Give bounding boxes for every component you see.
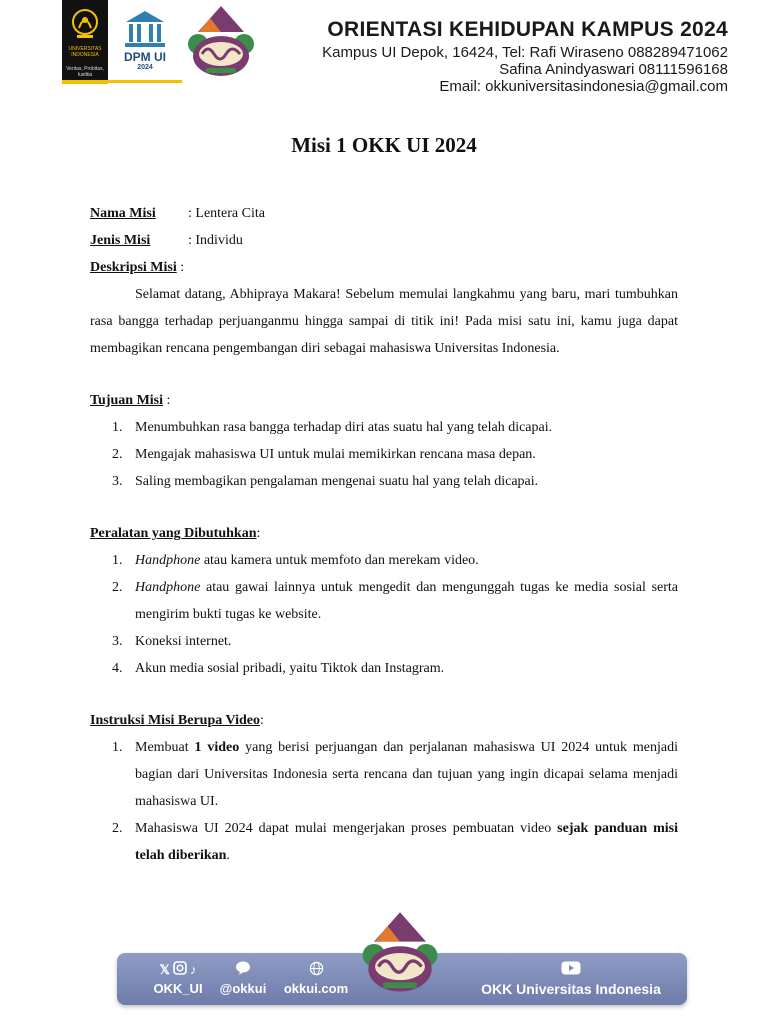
- list-number: 1.: [112, 420, 123, 435]
- instagram-icon: [173, 961, 187, 975]
- universitas-indonesia-logo: [62, 0, 108, 84]
- instruksi-label: Instruksi Misi Berupa Video: [90, 713, 260, 728]
- logo-ui-motto: Veritas, Probitas, Iustitia: [66, 66, 104, 78]
- peralatan-heading: [90, 520, 678, 547]
- list-item: [90, 815, 678, 869]
- line-icon: [235, 961, 251, 975]
- tiktok-icon: ♪: [189, 962, 197, 977]
- nama-misi-value: : Lentera Cita: [188, 206, 265, 221]
- tujuan-colon: :: [163, 393, 171, 408]
- list-number: 2.: [112, 821, 123, 836]
- list-item-text: Mengajak mahasiswa UI untuk mulai memikirkan rencana masa depan.: [135, 447, 536, 462]
- jenis-misi-value: : Individu: [188, 233, 243, 248]
- youtube-icon: [561, 961, 581, 975]
- okk-logo-icon: [186, 4, 256, 80]
- document-title: Misi 1 OKK UI 2024: [291, 133, 477, 157]
- youtube-channel: OKK Universitas Indonesia: [481, 981, 661, 997]
- list-item-bold: 1 video: [194, 740, 240, 755]
- list-number: 3.: [112, 474, 123, 489]
- jenis-misi-row: [90, 227, 678, 254]
- deskripsi-heading: [90, 254, 678, 281]
- social-handle: OKK_UI: [153, 981, 203, 996]
- deskripsi-paragraph: Selamat datang, Abhipraya Makara! Sebelum memulai langkahmu yang baru, mari tumbuhkan rasa bangga terhadap perjuanganmu hingga sampai di titik ini! Pada misi satu ini, kamu juga dapat membagikan rencana pengembangan diri sebagai mahasiswa Universitas Indonesia.: [90, 287, 678, 356]
- list-number: 2.: [112, 580, 123, 595]
- tujuan-heading: [90, 387, 678, 414]
- list-number: 4.: [112, 661, 123, 676]
- list-item-text: atau gawai lainnya untuk mengedit dan mengunggah tugas ke media sosial serta mengirim bukti tugas ke website.: [135, 580, 678, 622]
- list-item: [90, 468, 678, 495]
- list-item-text: Akun media sosial pribadi, yaitu Tiktok dan Instagram.: [135, 661, 445, 676]
- list-item-text: Koneksi internet.: [135, 634, 232, 649]
- instruksi-colon: :: [259, 713, 264, 728]
- list-item: [90, 628, 678, 655]
- list-item-text: Mahasiswa UI 2024 dapat mulai mengerjakan proses pembuatan video: [135, 821, 558, 836]
- social-handle-group[interactable]: [143, 961, 213, 996]
- line-handle-group[interactable]: [213, 961, 273, 996]
- instruksi-heading: [90, 707, 678, 734]
- list-item-text: atau kamera untuk memfoto dan merekam video.: [200, 553, 479, 568]
- list-item-text: Menumbuhkan rasa bangga terhadap diri atas suatu hal yang telah dicapai.: [135, 420, 553, 435]
- list-number: 2.: [112, 447, 123, 462]
- youtube-group[interactable]: [473, 961, 669, 997]
- letterhead-contact: Safina Anindyaswari 08111596168: [499, 61, 728, 78]
- dpm-ui-logo: [116, 8, 174, 78]
- instruksi-list: [90, 734, 678, 869]
- list-item-emphasis: Handphone: [135, 553, 201, 568]
- website-group[interactable]: [277, 961, 355, 996]
- letterhead-address: Kampus UI Depok, 16424, Tel: Rafi Wiraseno 088289471062: [322, 44, 728, 61]
- line-handle: @okkui: [219, 981, 267, 996]
- list-item: [90, 655, 678, 682]
- makara-seal-icon: [71, 8, 99, 42]
- list-item-emphasis: Handphone: [135, 580, 201, 595]
- list-number: 3.: [112, 634, 123, 649]
- list-item: [90, 414, 678, 441]
- letterhead-text: [322, 16, 728, 95]
- list-item-text: Saling membagikan pengalaman mengenai suatu hal yang telah dicapai.: [135, 474, 539, 489]
- list-item: [90, 547, 678, 574]
- list-item: [90, 734, 678, 815]
- deskripsi-label: Deskripsi Misi: [90, 260, 177, 275]
- website-link: okkui.com: [283, 981, 349, 996]
- peralatan-list: [90, 547, 678, 682]
- list-item: [90, 441, 678, 468]
- list-number: 1.: [112, 553, 123, 568]
- nama-misi-label: Nama Misi: [90, 206, 156, 221]
- building-icon: [116, 8, 174, 50]
- list-item-text: .: [226, 848, 230, 863]
- list-item-bold: sejak panduan misi telah diberikan: [135, 821, 678, 863]
- list-item-text: yang berisi perjuangan dan perjalanan mahasiswa UI 2024 untuk menjadi bagian dari Universitas Indonesia serta rencana dan tujuan yang ingin dicapai selama menjadi mahasiswa UI.: [135, 740, 679, 809]
- logo-ui-text: UNIVERSITAS INDONESIA: [68, 46, 102, 58]
- list-item: [90, 574, 678, 628]
- okk-footer-logo-icon: [360, 910, 440, 996]
- peralatan-colon: :: [256, 526, 261, 541]
- deskripsi-colon: :: [176, 260, 185, 275]
- dpm-logo-year: 2024: [137, 64, 153, 71]
- document-body: [90, 200, 678, 869]
- letterhead: [0, 0, 768, 100]
- x-icon: 𝕏: [159, 962, 170, 977]
- list-item-text: Membuat: [135, 740, 195, 755]
- letterhead-email: Email: okkuniversitasindonesia@gmail.com: [439, 78, 728, 95]
- letterhead-title: ORIENTASI KEHIDUPAN KAMPUS 2024: [327, 18, 728, 41]
- jenis-misi-label: Jenis Misi: [90, 233, 151, 248]
- header-accent-line: [62, 80, 182, 83]
- list-number: 1.: [112, 740, 123, 755]
- globe-icon: [309, 961, 324, 976]
- nama-misi-row: [90, 200, 678, 227]
- peralatan-label: Peralatan yang Dibutuhkan: [90, 526, 257, 541]
- tujuan-label: Tujuan Misi: [90, 393, 164, 408]
- tujuan-list: [90, 414, 678, 495]
- dpm-logo-text: DPM UI: [124, 50, 166, 64]
